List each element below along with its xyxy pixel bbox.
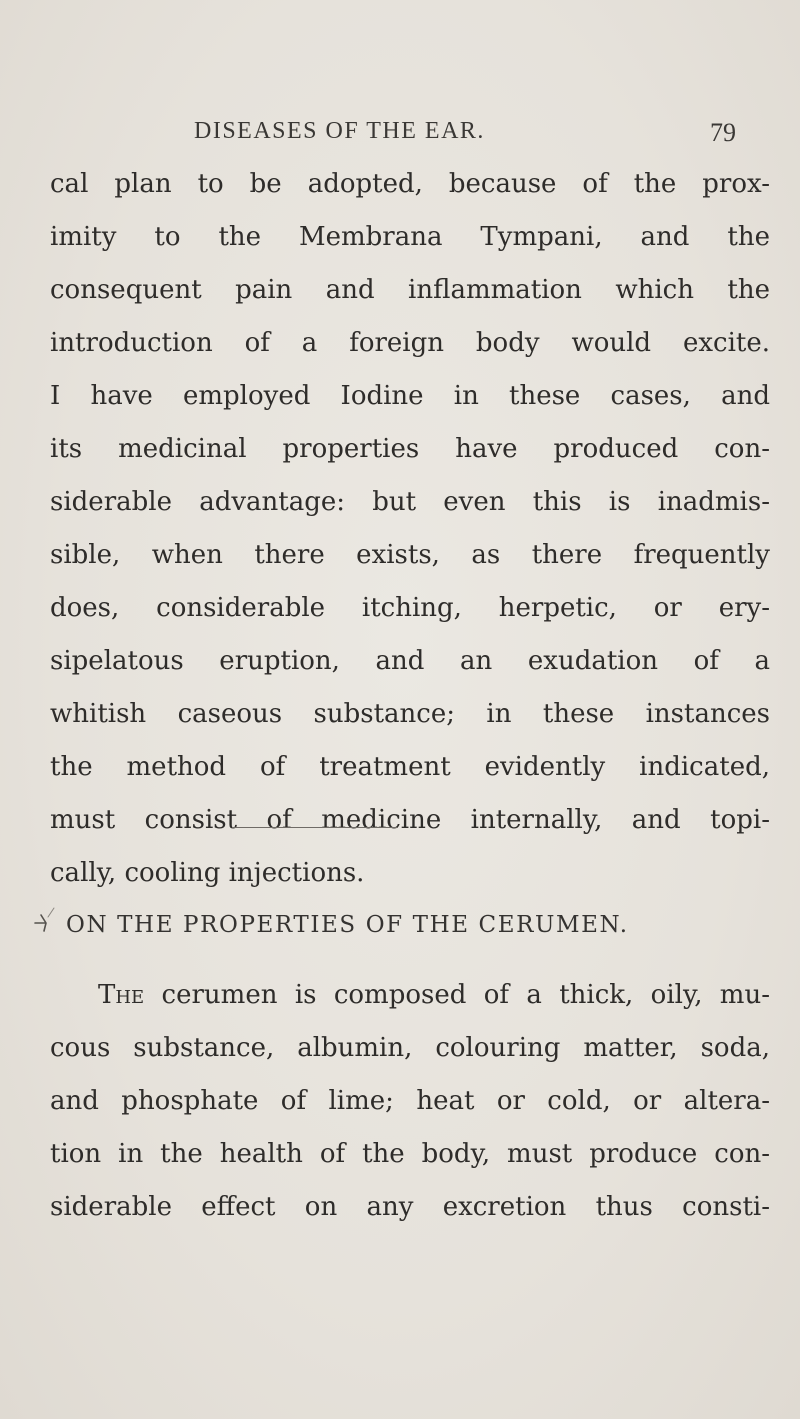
page-number: 79	[710, 118, 736, 147]
text-line: cally, cooling injections.	[50, 858, 365, 888]
text-line: whitish caseous substance; in these instances	[50, 699, 770, 729]
pencil-mark-icon	[32, 904, 62, 934]
text-line: sible, when there exists, as there frequently	[50, 540, 770, 570]
drop-word: The	[98, 980, 145, 1010]
text-line: sipelatous eruption, and an exudation of a	[50, 646, 770, 676]
text-line: imity to the Membrana Tympani, and the	[50, 222, 770, 252]
text-line: consequent pain and inflammation which the	[50, 275, 770, 305]
text-line: its medicinal properties have produced con-	[50, 434, 770, 464]
text-line: tion in the health of the body, must produce con-	[50, 1139, 770, 1169]
text-line: siderable advantage: but even this is inadmis-	[50, 487, 770, 517]
section-heading: ON THE PROPERTIES OF THE CERUMEN.	[66, 912, 629, 938]
section-divider	[232, 827, 398, 828]
text-line-first	[50, 969, 770, 1022]
text-fragment: cerumen is composed of a thick, oily, mu-	[144, 980, 770, 1010]
text-line: introduction of a foreign body would excite.	[50, 328, 770, 358]
text-line: cous substance, albumin, colouring matter, soda,	[50, 1033, 770, 1063]
text-line: does, considerable itching, herpetic, or ery-	[50, 593, 770, 623]
text-line: the method of treatment evidently indicated,	[50, 752, 770, 782]
running-head: DISEASES OF THE EAR.	[194, 118, 485, 144]
text-line: I have employed Iodine in these cases, and	[50, 381, 770, 411]
page-header	[0, 118, 800, 152]
text-line: must consist of medicine internally, and topi-	[50, 805, 770, 835]
paragraph-cerumen	[50, 969, 770, 1234]
paragraph-continued	[50, 158, 770, 900]
text-line: siderable effect on any excretion thus consti-	[50, 1192, 770, 1222]
text-line: cal plan to be adopted, because of the prox-	[50, 169, 770, 199]
text-line: and phosphate of lime; heat or cold, or altera-	[50, 1086, 770, 1116]
